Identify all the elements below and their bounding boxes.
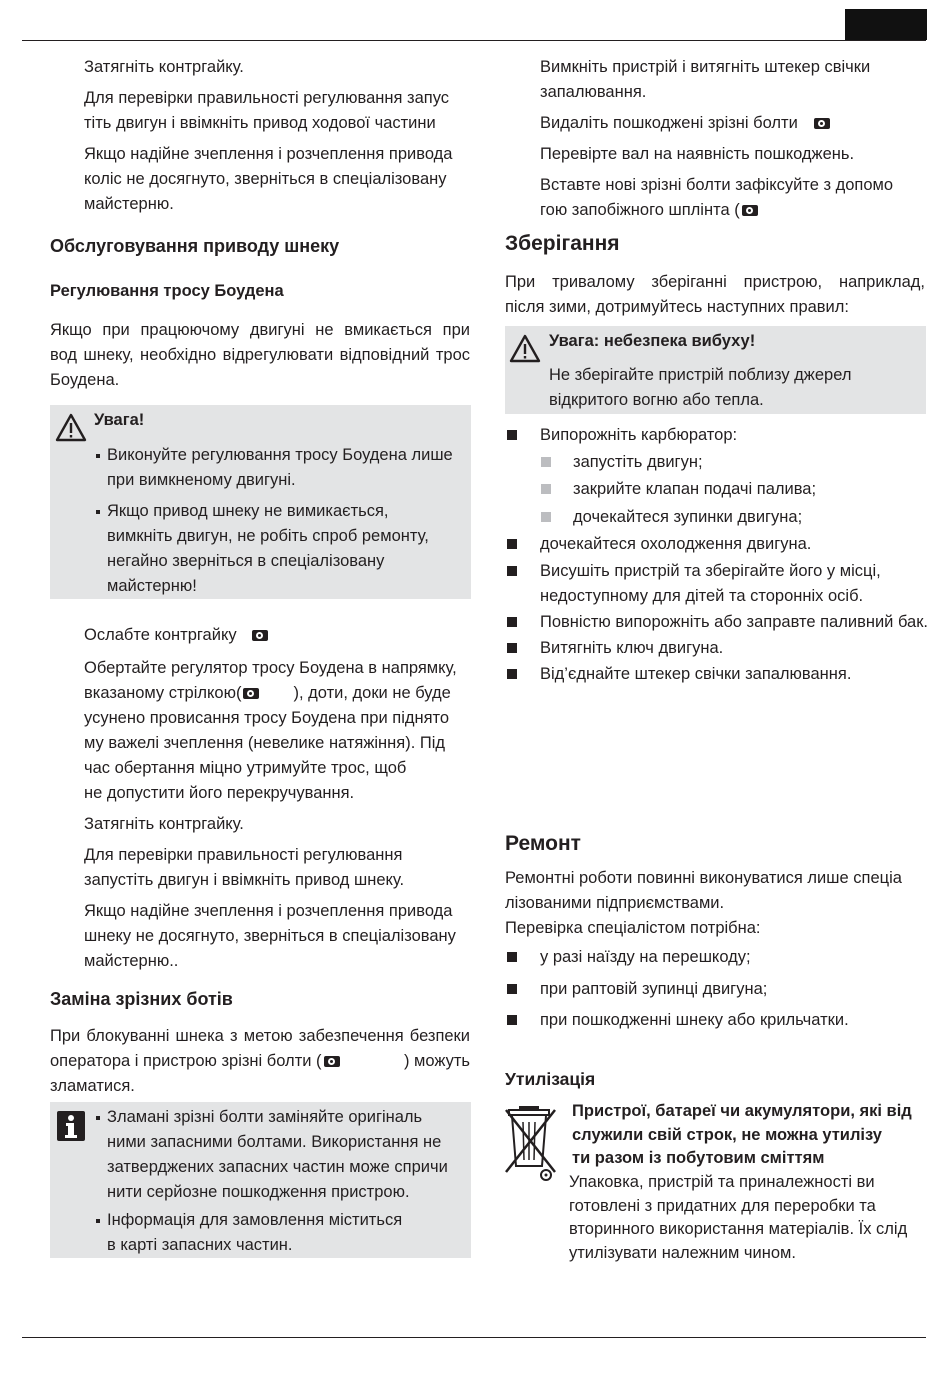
storage-item: дочекайтеся охолодження двигуна. xyxy=(540,535,812,553)
sub-bullet-square xyxy=(541,484,551,494)
bullet-square xyxy=(507,669,517,679)
step-insert-bolts: Вставте нові зрізні болти зафіксуйте з допомо гою запобіжного шплінта ( xyxy=(540,176,894,219)
bullet-square xyxy=(507,430,517,440)
bullet-square xyxy=(507,566,517,576)
step-tighten-nut: Затягніть контргайку. xyxy=(84,58,244,76)
bullet-square xyxy=(507,952,517,962)
disposal-warning: Пристрої, батареї чи акумулятори, які від служили свій строк, не можна утилізу ти разом із побутовим сміттям xyxy=(572,1102,912,1167)
section-title-auger: Обслуговування приводу шнеку xyxy=(50,236,340,256)
camera-icon xyxy=(324,1056,340,1067)
step-switch-off: Вимкніть пристрій і витягніть штекер свічки запалювання. xyxy=(540,58,871,101)
repair-item: при пошкодженні шнеку або крильчатки. xyxy=(540,1011,849,1029)
storage-subitem: закрийте клапан подачі палива; xyxy=(573,480,817,498)
bullet xyxy=(96,1219,100,1223)
step-remove-bolts: Видаліть пошкоджені зрізні болти xyxy=(540,111,832,136)
step-check-drive: Для перевірки правильності регулювання запус тіть двигун і ввімкніть привод ходової частини xyxy=(84,89,450,132)
repair-item: при раптовій зупинці двигуна; xyxy=(540,980,768,998)
bullet-square xyxy=(507,617,517,627)
step-turn-adjuster: Обертайте регулятор тросу Боудена в напрямку, вказаному стрілкою( ), доти, доки не буде усунено провисання тросу Боудена при піднято му важелі зчеплення (невелике натяжіння). Під час обертання міцно утримуйте трос, щоб не допустити його перекручування. xyxy=(84,659,457,802)
storage-item-carburetor: Випорожніть карбюратор: xyxy=(540,426,738,444)
warning-title: Увага! xyxy=(94,411,145,429)
section-title-disposal: Утилізація xyxy=(505,1069,596,1089)
step-check-auger: Для перевірки правильності регулювання запустіть двигун і ввімкніть привод шнеку. xyxy=(84,846,405,889)
section-title-repair: Ремонт xyxy=(505,832,581,855)
sub-bullet-square xyxy=(541,512,551,522)
step-loosen-nut: Ослабте контргайку xyxy=(84,623,270,648)
camera-icon xyxy=(243,688,259,699)
bullet-square xyxy=(507,1015,517,1025)
info-item: Зламані зрізні болти заміняйте оригіналь ними запасними болтами. Використання не затверджених запасних частин може спричи нити серйозне пошкодження пристрою. xyxy=(107,1108,448,1201)
page-tab-marker xyxy=(845,9,927,40)
step-tighten-nut-2: Затягніть контргайку. xyxy=(84,815,244,833)
bullet xyxy=(96,454,100,458)
disposal-text: Упаковка, пристрій та приналежності ви готовлені з придатних для переробки та вторинного використання матеріалів. Їх слід утилізувати належним чином. xyxy=(569,1173,908,1262)
repair-item: у разі наїзду на перешкоду; xyxy=(540,948,751,966)
step-contact-workshop-2: Якщо надійне зчеплення і розчеплення привода шнеку не досягнуто, зверніться в спеціалізовану майстерню.. xyxy=(84,902,456,970)
storage-item: Від’єднайте штекер свічки запалювання. xyxy=(540,665,852,683)
info-box xyxy=(50,1102,471,1258)
footer-rule xyxy=(22,1337,926,1338)
shear-intro: При блокуванні шнека з метою забезпечення безпеки оператора і пристрою зрізні болти ( ) можуть зламатися. xyxy=(50,1027,470,1095)
repair-intro: Ремонтні роботи повинні виконуватися лише спеціа лізованими підприємствами. Перевірка спеціалістом потрібна: xyxy=(505,869,902,937)
warning-item: Якщо привод шнеку не вимикається, вимкніть двигун, не робіть спроб ремонту, негайно зверніться в спеціалізовану майстерню! xyxy=(107,502,429,595)
storage-subitem: дочекайтеся зупинки двигуна; xyxy=(573,508,803,526)
storage-intro: При тривалому зберіганні пристрою, наприклад, після зими, дотримуйтесь наступних правил: xyxy=(505,273,925,316)
bowden-intro: Якщо при працюючому двигуні не вмикається при вод шнеку, необхідно відрегулювати відповідний трос Боудена. xyxy=(50,321,470,389)
storage-item: Повністю випорожніть або заправте паливний бак. xyxy=(540,613,929,631)
explosion-warning-title: Увага: небезпека вибуху! xyxy=(549,332,756,350)
camera-icon xyxy=(814,118,830,129)
step-contact-workshop: Якщо надійне зчеплення і розчеплення привода коліс не досягнуто, зверніться в спеціалізовану майстерню. xyxy=(84,145,453,213)
header-rule xyxy=(22,40,926,41)
camera-icon xyxy=(742,205,758,216)
bullet-square xyxy=(507,643,517,653)
explosion-warning-box xyxy=(505,326,926,414)
warning-item: Виконуйте регулювання тросу Боудена лише при вимкненому двигуні. xyxy=(107,446,453,489)
section-title-shear-bolts: Заміна зрізних ботів xyxy=(50,989,233,1009)
warning-triangle-icon xyxy=(55,413,87,442)
subsection-title-bowden: Регулювання тросу Боудена xyxy=(50,282,284,300)
crossed-out-bin-icon xyxy=(503,1102,563,1182)
step-check-shaft: Перевірте вал на наявність пошкоджень. xyxy=(540,145,855,163)
warning-triangle-icon xyxy=(509,334,541,363)
explosion-warning-text: Не зберігайте пристрій поблизу джерел відкритого вогню або тепла. xyxy=(549,366,852,409)
bullet-square xyxy=(507,539,517,549)
info-item: Інформація для замовлення міститься в карті запасних частин. xyxy=(107,1211,403,1254)
bullet-square xyxy=(507,984,517,994)
bullet xyxy=(96,510,100,514)
bullet xyxy=(96,1116,100,1120)
warning-box xyxy=(50,405,471,599)
info-icon xyxy=(57,1111,85,1141)
storage-item: Витягніть ключ двигуна. xyxy=(540,639,724,657)
storage-subitem: запустіть двигун; xyxy=(573,453,703,471)
section-title-storage: Зберігання xyxy=(505,232,620,255)
camera-icon xyxy=(252,630,268,641)
sub-bullet-square xyxy=(541,457,551,467)
storage-item: Висушіть пристрій та зберігайте його у місці, недоступному для дітей та сторонніх осіб. xyxy=(540,562,881,605)
